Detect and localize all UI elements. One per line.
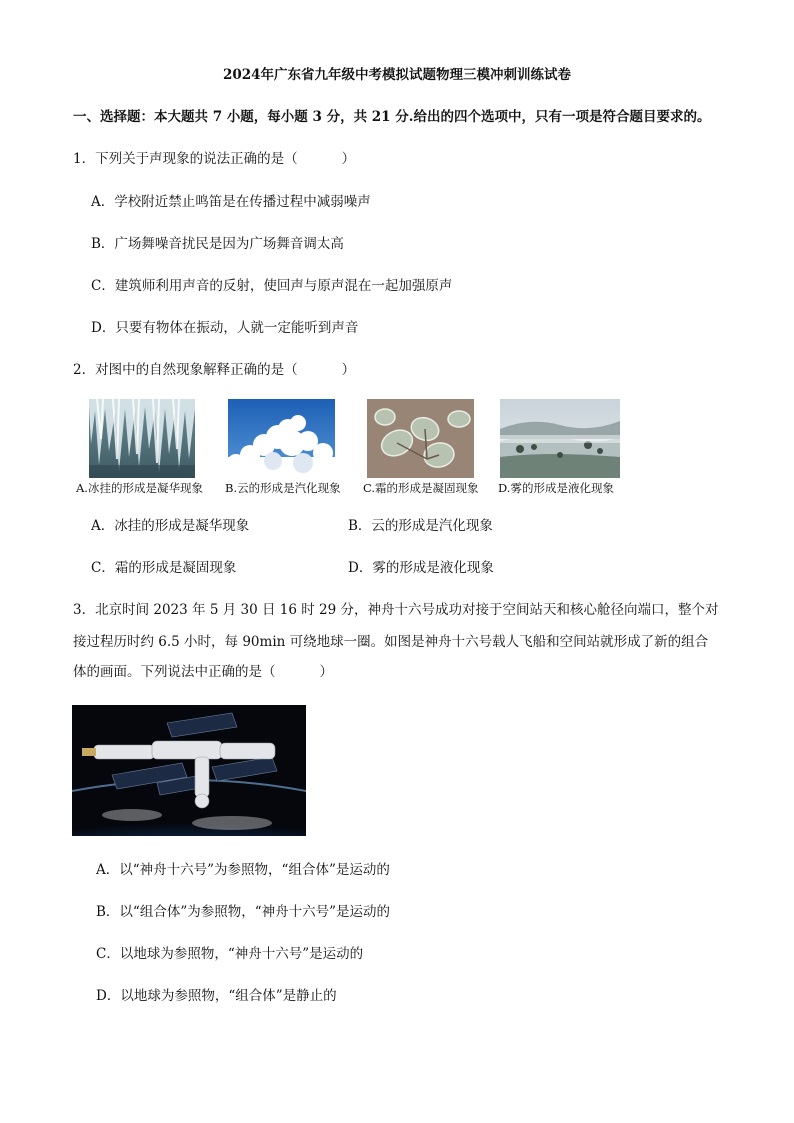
question-1-option-b[interactable]: B．广场舞噪音扰民是因为广场舞音调太高 (91, 236, 344, 252)
question-1-stem: 1．下列关于声现象的说法正确的是（ ） (73, 151, 356, 167)
figure-caption-b: B.云的形成是汽化现象 (225, 481, 341, 495)
question-2-stem: 2．对图中的自然现象解释正确的是（ ） (73, 362, 356, 378)
question-3-option-b[interactable]: B．以“组合体”为参照物，“神舟十六号”是运动的 (96, 904, 391, 920)
question-3-option-c[interactable]: C．以地球为参照物，“神舟十六号”是运动的 (96, 946, 364, 962)
question-3-stem-line1: 3．北京时间 2023 年 5 月 30 日 16 时 29 分，神舟十六号成功对接于空间站天和核心舱径向端口，整个对 (73, 602, 719, 618)
question-2-option-d[interactable]: D．雾的形成是液化现象 (348, 560, 494, 576)
figure-caption-d: D.雾的形成是液化现象 (498, 481, 614, 495)
icicle-photo (89, 399, 195, 478)
question-1-option-a[interactable]: A．学校附近禁止鸣笛是在传播过程中减弱噪声 (91, 194, 371, 210)
figure-caption-c: C.霜的形成是凝固现象 (363, 481, 479, 495)
question-2-option-b[interactable]: B．云的形成是汽化现象 (348, 518, 493, 534)
question-2-option-a[interactable]: A．冰挂的形成是凝华现象 (91, 518, 250, 534)
figure-caption-a: A.冰挂的形成是凝华现象 (76, 481, 203, 495)
frost-photo (367, 399, 474, 478)
fog-photo (500, 399, 620, 478)
page-title: 2024年广东省九年级中考模拟试题物理三模冲刺训练试卷 (222, 67, 572, 83)
question-3-stem-line2: 接过程历时约 6.5 小时，每 90min 可绕地球一圈。如图是神舟十六号载人飞船和空间站就形成了新的组合 (73, 634, 709, 650)
question-1-option-c[interactable]: C．建筑师利用声音的反射，使回声与原声混在一起加强原声 (91, 278, 453, 294)
question-3-option-a[interactable]: A．以“神舟十六号”为参照物，“组合体”是运动的 (96, 862, 390, 878)
space-station-photo (72, 705, 306, 836)
question-1-option-d[interactable]: D．只要有物体在振动，人就一定能听到声音 (91, 320, 359, 336)
question-3-stem-line3: 体的画面。下列说法中正确的是（ ） (73, 664, 333, 680)
question-2-option-c[interactable]: C．霜的形成是凝固现象 (91, 560, 237, 576)
cloud-photo (228, 399, 335, 478)
section-heading: 一、选择题：本大题共 7 小题，每小题 3 分，共 21 分.给出的四个选项中，只有一项是符合题目要求的。 (73, 109, 711, 125)
question-3-option-d[interactable]: D．以地球为参照物，“组合体”是静止的 (96, 988, 337, 1004)
